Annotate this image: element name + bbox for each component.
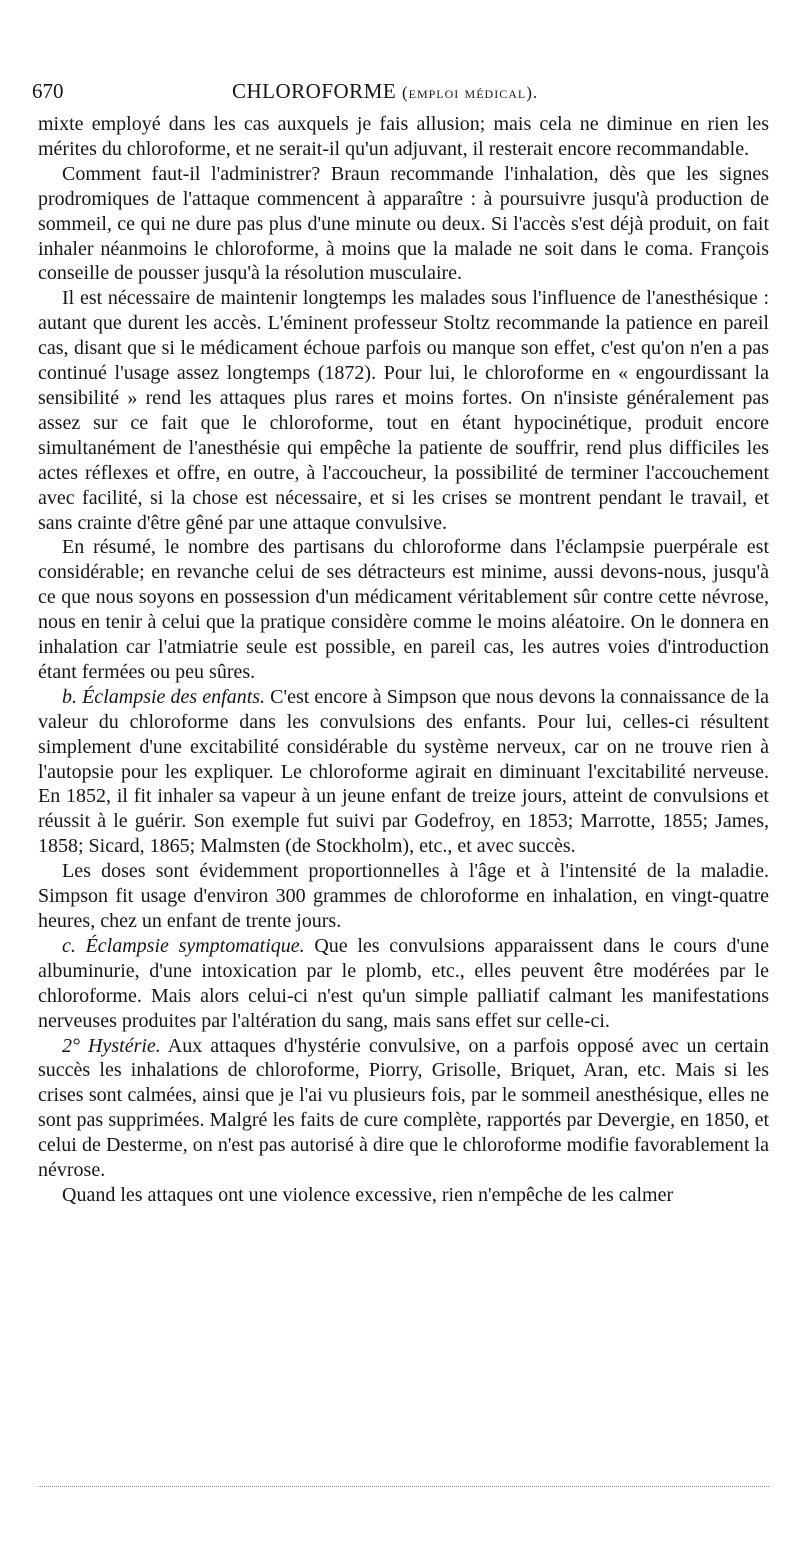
paragraph-text: Les doses sont évidemment proportionnelles à l'âge et à l'intensité de la maladie. Simpson fit usage d'environ 300 grammes de chloroforme en inhalation, en vingt-quatre heures, chez un enfant de trente jours. [38,860,769,932]
running-title [232,76,538,108]
paragraph-text: Quand les attaques ont une violence excessive, rien n'empêche de les calmer [62,1183,674,1206]
paragraph-summary [38,535,769,684]
running-title-subtitle: (emploi médical). [401,83,539,102]
paragraph-final [38,1183,769,1208]
paragraph-text: Que les convulsions apparaissent dans le cours d'une albuminurie, d'une intoxication par le plomb, etc., elles peuvent être modérées par le chloroforme. Mais alors celui-ci n'est qu'un simple palliatif calmant les manifestations nerveuses produites par l'altération du sang, mais sans effet sur celle-ci. [38,934,769,1032]
paragraph-text: mixte employé dans les cas auxquels je fais allusion; mais cela ne diminue en rien les mérites du chloroforme, et ne serait-il qu'un adjuvant, il resterait encore recommandable. [38,113,769,160]
page-number: 670 [32,79,64,103]
paragraph-text: Aux attaques d'hystérie convulsive, on a parfois opposé avec un certain succès les inhalations de chloroforme, Piorry, Grisolle, Briquet, Aran, etc. Mais si les crises sont calmées, ainsi que je l'ai vu plusieurs fois, par le sommeil anesthésique, elles ne sont pas supprimées. Malgré les faits de cure complète, rapportés par Devergie, en 1850, et celui de Desterme, on n'est pas autorisé à dire que le chloroforme modifie favorablement la névrose. [38,1034,769,1182]
body-text [38,112,769,1208]
paragraph-administration [38,162,769,287]
paragraph-maintenance [38,286,769,535]
section-heading: 2° Hystérie. [62,1034,161,1057]
running-title-main: CHLOROFORME [232,79,397,103]
paragraph-doses [38,859,769,934]
bottom-rule [38,1486,769,1487]
paragraph-text: Il est nécessaire de maintenir longtemps les malades sous l'influence de l'anesthésique : autant que durent les accès. L'éminent professeur Stoltz recommande la patience en pareil cas, disant que si le médicament échoue parfois ou manque son effet, c'est qu'on n'en a pas continué l'usage assez longtemps (1872). Pour lui, le chloroforme en « engourdissant la sensibilité » rend les attaques plus rares et moins fortes. On n'insiste généralement pas assez sur ce fait que le chloroforme, tout en étant hypocinétique, produit encore simultanément de l'anesthésie qui empêche la patiente de souffrir, rend plus difficiles les actes réflexes et offre, en outre, à l'accoucheur, la possibilité de terminer l'accouchement avec facilité, si la chose est nécessaire, et si les crises se montrent pendant le travail, et sans crainte d'être gêné par une attaque convulsive. [38,287,769,534]
paragraph-eclampsia-children [38,685,769,859]
running-header [32,76,772,106]
section-heading: c. Éclampsie symptomatique. [62,934,305,957]
paragraph-text: Comment faut-il l'administrer? Braun recommande l'inhalation, dès que les signes prodromiques de l'attaque commencent à apparaître : à poursuivre jusqu'à production de sommeil, ce qui ne dure pas plus d'une minute ou deux. Si l'accès s'est déjà produit, on fait inhaler néanmoins le chloroforme, à moins que la malade ne soit dans le coma. François conseille de pousser jusqu'à la résolution musculaire. [38,162,769,285]
paragraph-hysteria [38,1034,769,1183]
paragraph-continuation [38,112,769,162]
paragraph-text: C'est encore à Simpson que nous devons la connaissance de la valeur du chloroforme dans les convulsions des enfants. Pour lui, celles-ci résultent simplement d'une excitabilité considérable du système nerveux, car on ne trouve rien à l'autopsie pour les expliquer. Le chloroforme agirait en diminuant l'excitabilité nerveuse. En 1852, il fit inhaler sa vapeur à un jeune enfant de treize jours, atteint de convulsions et réussit à le guérir. Son exemple fut suivi par Godefroy, en 1853; Marrotte, 1855; James, 1858; Sicard, 1865; Malmsten (de Stockholm), etc., et avec succès. [38,685,770,858]
section-heading: b. Éclampsie des enfants. [62,685,266,708]
paragraph-text: En résumé, le nombre des partisans du chloroforme dans l'éclampsie puerpérale est considérable; en revanche celui de ses détracteurs est minime, aussi devons-nous, jusqu'à ce que nous soyons en possession d'un médicament véritablement sûr contre cette névrose, nous en tenir à celui que la pratique considère comme le moins aléatoire. On le donnera en inhalation car l'atmiatrie seule est possible, en pareil cas, les autres voies d'introduction étant fermées ou peu sûres. [38,536,769,683]
paragraph-symptomatic-eclampsia [38,934,769,1034]
